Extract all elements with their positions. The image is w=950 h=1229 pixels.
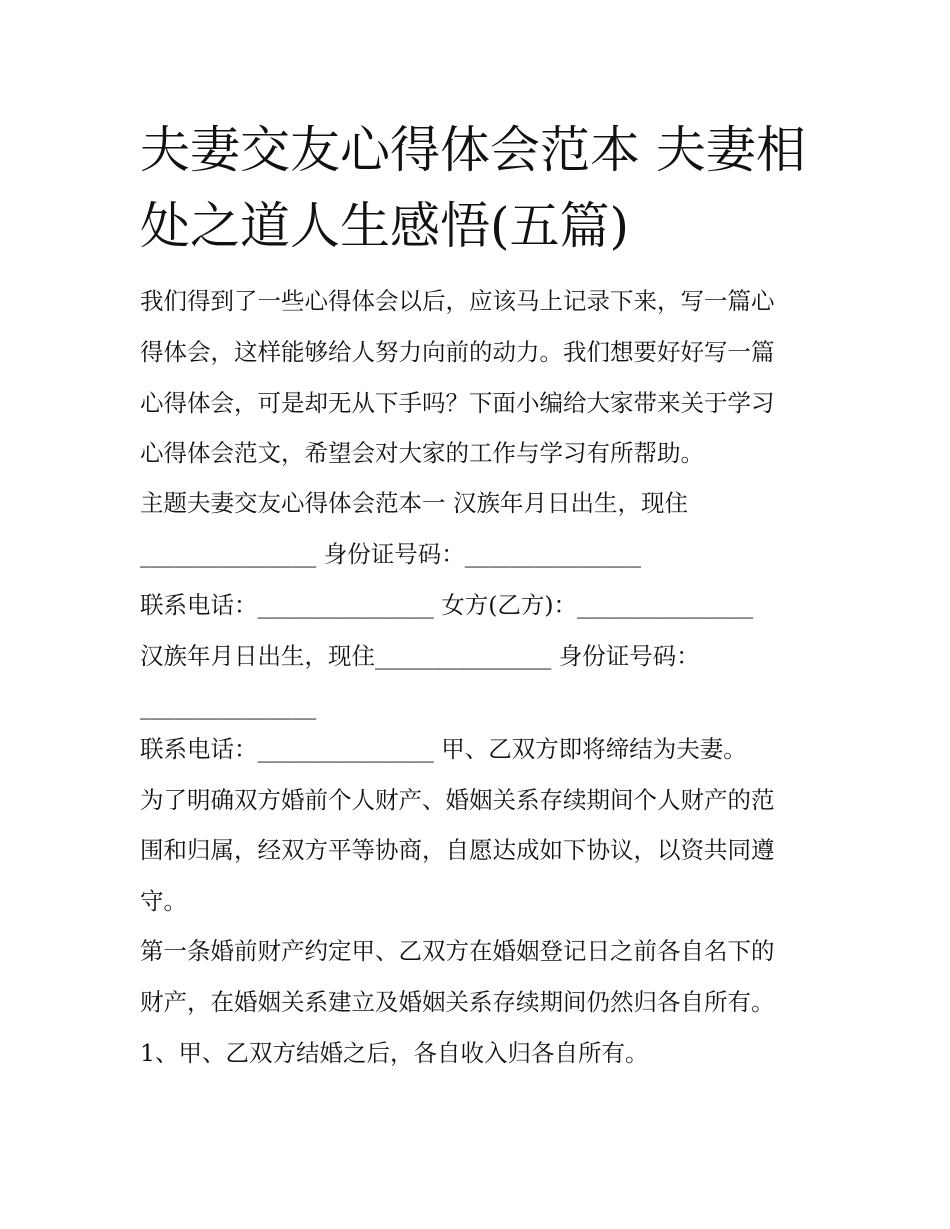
title-line-2: 处之道人生感悟(五篇) — [140, 197, 630, 255]
form-line: _______________ — [140, 692, 317, 720]
paragraph-line: 1、甲、乙双方结婚之后，各自收入归各自所有。 — [140, 1039, 649, 1067]
paragraph-line: 主题夫妻交友心得体会范本一 汉族年月日出生，现住 — [140, 489, 688, 517]
paragraph-line: 心得体会范文，希望会对大家的工作与学习有所帮助。 — [140, 439, 704, 467]
paragraph-line: 心得体会，可是却无从下手吗？下面小编给大家带来关于学习 — [140, 389, 775, 417]
paragraph-line: 围和归属，经双方平等协商，自愿达成如下协议，以资共同遵 — [140, 836, 775, 864]
form-line: 联系电话：_______________ 甲、乙双方即将缔结为夫妻。 — [140, 735, 747, 763]
form-line: 汉族年月日出生，现住_______________ 身份证号码： — [140, 642, 700, 670]
paragraph-line: 守。 — [140, 887, 187, 915]
paragraph-line: 为了明确双方婚前个人财产、婚姻关系存续期间个人财产的范 — [140, 786, 775, 814]
paragraph-line: 财产，在婚姻关系建立及婚姻关系存续期间仍然归各自所有。 — [140, 988, 775, 1016]
paragraph-line: 我们得到了一些心得体会以后，应该马上记录下来，写一篇心 — [140, 287, 775, 315]
form-line: _______________ 身份证号码：_______________ — [140, 540, 641, 568]
document-title — [140, 112, 820, 264]
paragraph-line: 得体会，这样能够给人努力向前的动力。我们想要好好写一篇 — [140, 338, 775, 366]
title-line-1: 夫妻交友心得体会范本 夫妻相 — [140, 121, 806, 179]
paragraph-line: 第一条婚前财产约定甲、乙双方在婚姻登记日之前各自名下的 — [140, 937, 775, 965]
form-line: 联系电话：_______________ 女方(乙方)：_______________ — [140, 591, 754, 619]
